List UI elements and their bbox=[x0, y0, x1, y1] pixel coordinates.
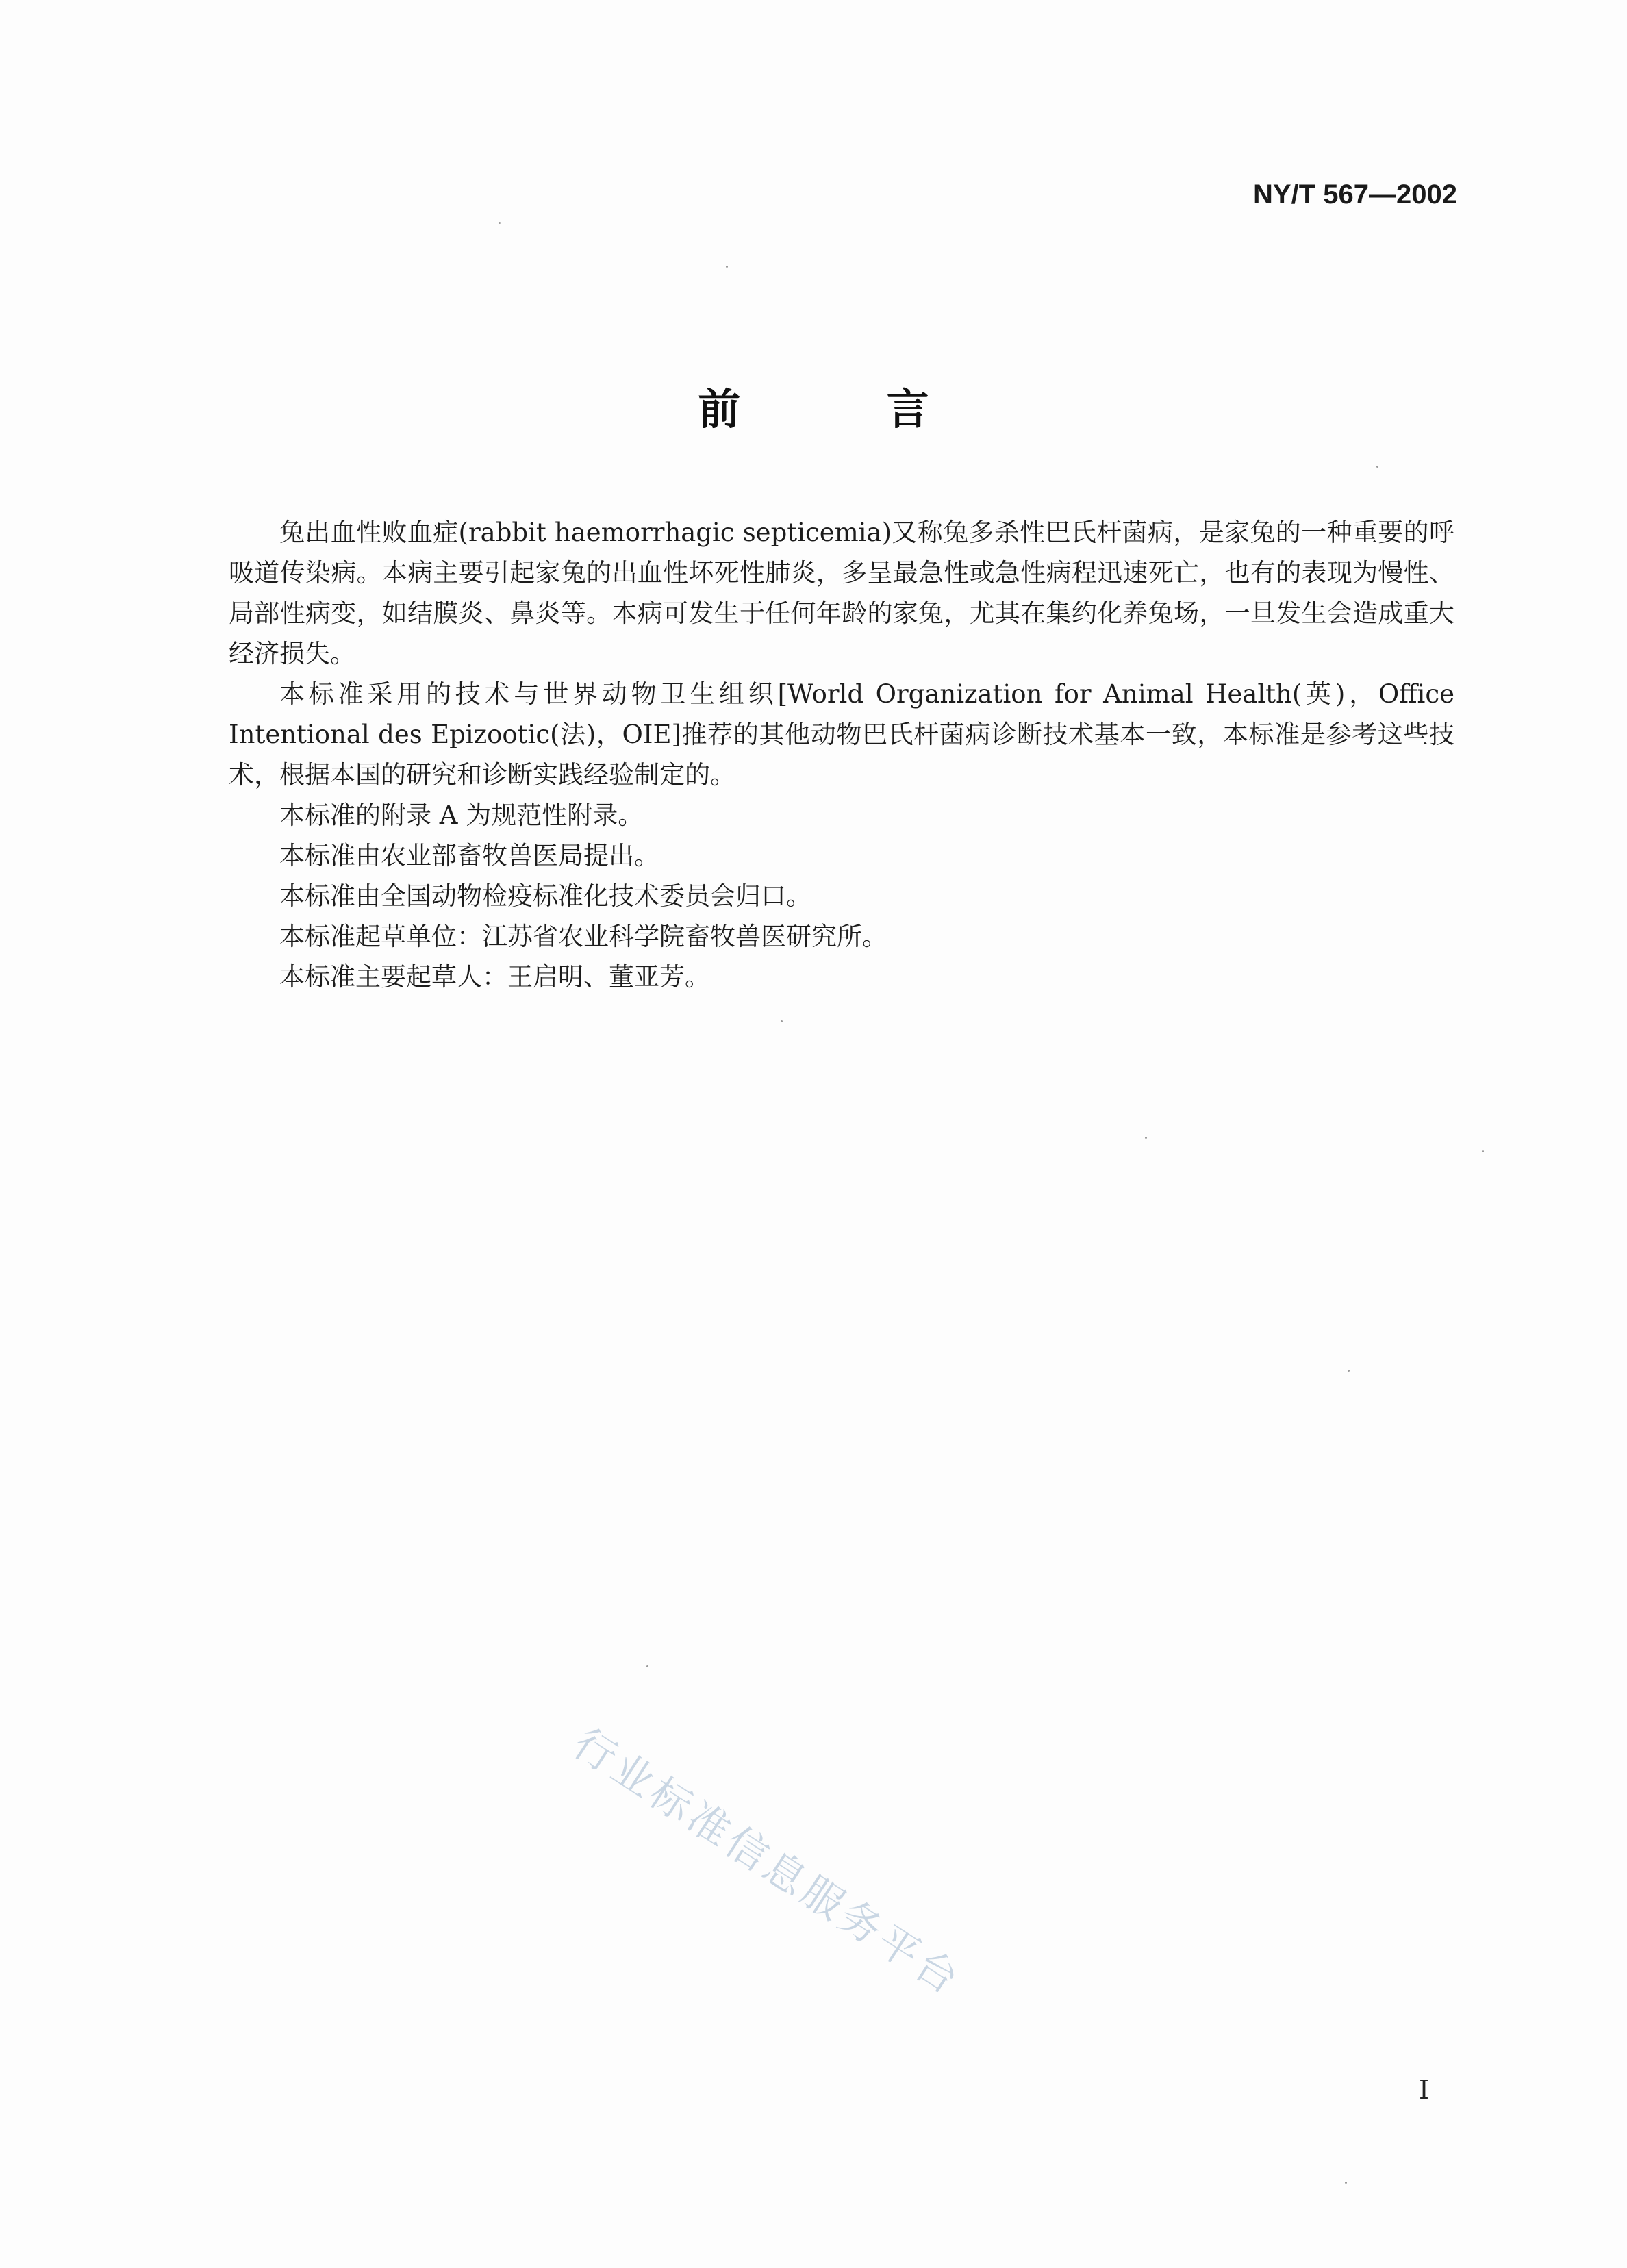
scan-speck bbox=[1145, 1137, 1147, 1139]
paragraph-proposer: 本标准由农业部畜牧兽医局提出。 bbox=[279, 841, 659, 870]
scan-speck bbox=[1345, 2182, 1347, 2184]
scan-speck bbox=[646, 1665, 648, 1667]
scan-speck bbox=[1348, 1370, 1350, 1372]
standard-code: NY/T 567—2002 bbox=[1253, 179, 1457, 210]
scan-speck bbox=[499, 222, 501, 224]
paragraph-intro: 兔出血性败血症(rabbit haemorrhagic septicemia)又称兔多杀性巴氏杆菌病，是家兔的一种重要的呼吸道传染病。本病主要引起家兔的出血性坏死性肺炎，多呈最急性或急性病程迅速死亡，也有的表现为慢性、局部性病变，如结膜炎、鼻炎等。本病可发生于任何年龄的家兔，尤其在集约化养兔场，一旦发生会造成重大经济损失。 bbox=[229, 518, 1454, 668]
page-title: 前 言 bbox=[698, 384, 995, 434]
scan-speck bbox=[1482, 1150, 1484, 1152]
page-number: I bbox=[1419, 2075, 1430, 2105]
scan-speck bbox=[726, 266, 728, 268]
scan-speck bbox=[1376, 466, 1378, 468]
paragraph-drafting-unit: 本标准起草单位：江苏省农业科学院畜牧兽医研究所。 bbox=[279, 922, 887, 951]
watermark: 行业标准信息服务平台 bbox=[564, 1719, 970, 2006]
paragraph-technique: 本标准采用的技术与世界动物卫生组织[World Organization for Animal Health(英)，Office Intentional des Epizootic(法)，OIE]推荐的其他动物巴氏杆菌病诊断技术基本一致，本标准是参考这些技术，根据本国的研究和诊断实践经验制定的。 bbox=[229, 679, 1454, 790]
paragraph-appendix: 本标准的附录 A 为规范性附录。 bbox=[279, 801, 644, 830]
document-body bbox=[229, 512, 1454, 997]
scan-speck bbox=[781, 1020, 783, 1022]
paragraph-committee: 本标准由全国动物检疫标准化技术委员会归口。 bbox=[279, 881, 811, 911]
paragraph-drafters: 本标准主要起草人：王启明、董亚芳。 bbox=[279, 962, 710, 992]
